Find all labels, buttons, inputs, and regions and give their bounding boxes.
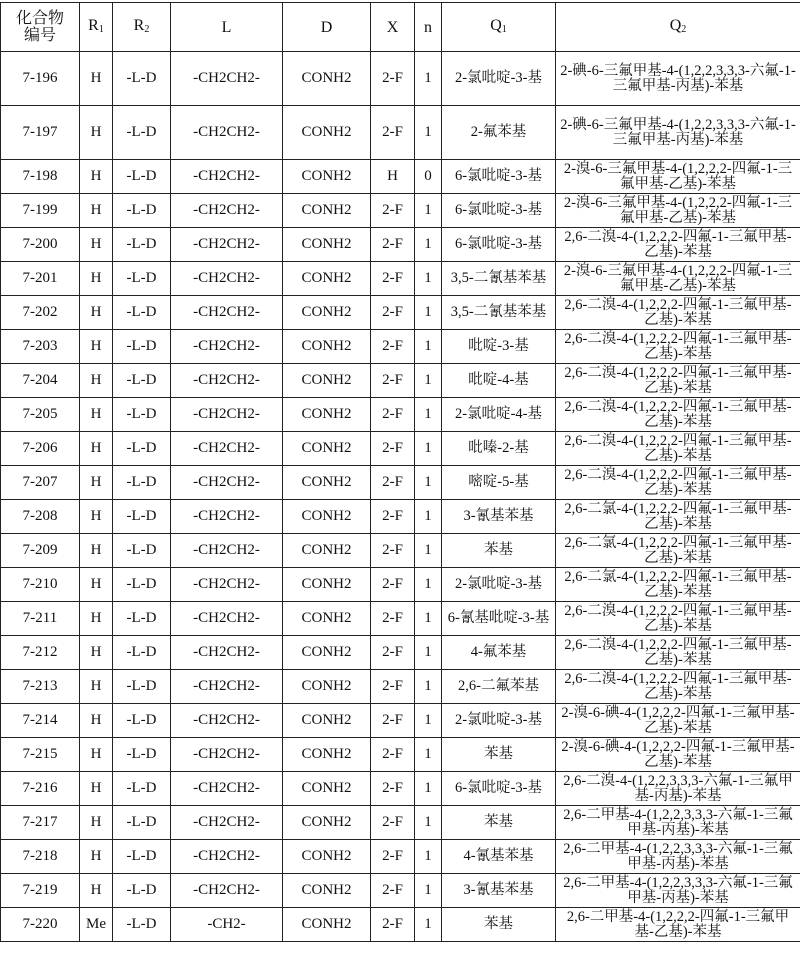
cell-n: 1 xyxy=(415,364,442,398)
cell-compound-id: 7-197 xyxy=(1,106,80,160)
cell-q2: 2-溴-6-碘-4-(1,2,2,2-四氟-1-三氟甲基-乙基)-苯基 xyxy=(556,738,800,772)
cell-d: CONH2 xyxy=(283,602,371,636)
cell-r2: -L-D xyxy=(113,52,171,106)
cell-q2: 2-溴-6-三氟甲基-4-(1,2,2,2-四氟-1-三氟甲基-乙基)-苯基 xyxy=(556,160,800,194)
cell-q2: 2,6-二氯-4-(1,2,2,2-四氟-1-三氟甲基-乙基)-苯基 xyxy=(556,500,800,534)
cell-l: -CH2CH2- xyxy=(171,194,283,228)
header-r1-label: R xyxy=(88,17,99,34)
cell-compound-id: 7-201 xyxy=(1,262,80,296)
cell-q1: 6-氯吡啶-3-基 xyxy=(442,772,556,806)
cell-q2: 2,6-二氯-4-(1,2,2,2-四氟-1-三氟甲基-乙基)-苯基 xyxy=(556,534,800,568)
table-row xyxy=(1,772,800,806)
cell-n: 1 xyxy=(415,330,442,364)
cell-q1: 6-氯吡啶-3-基 xyxy=(442,160,556,194)
cell-d: CONH2 xyxy=(283,466,371,500)
cell-d: CONH2 xyxy=(283,874,371,908)
cell-r2: -L-D xyxy=(113,398,171,432)
cell-l: -CH2CH2- xyxy=(171,398,283,432)
cell-x: 2-F xyxy=(371,534,415,568)
cell-q2: 2-碘-6-三氟甲基-4-(1,2,2,3,3,3-六氟-1-三氟甲基-丙基)-苯基 xyxy=(556,52,800,106)
cell-d: CONH2 xyxy=(283,840,371,874)
cell-r1: H xyxy=(80,704,113,738)
cell-l: -CH2CH2- xyxy=(171,330,283,364)
cell-l: -CH2CH2- xyxy=(171,772,283,806)
cell-r1: H xyxy=(80,500,113,534)
cell-compound-id: 7-198 xyxy=(1,160,80,194)
cell-q2: 2,6-二溴-4-(1,2,2,2-四氟-1-三氟甲基-乙基)-苯基 xyxy=(556,398,800,432)
cell-r1: H xyxy=(80,228,113,262)
cell-r2: -L-D xyxy=(113,106,171,160)
cell-q1: 吡嗪-2-基 xyxy=(442,432,556,466)
cell-r2: -L-D xyxy=(113,568,171,602)
cell-x: 2-F xyxy=(371,772,415,806)
header-compound-label: 化合物编号 xyxy=(16,10,64,44)
cell-r2: -L-D xyxy=(113,262,171,296)
cell-n: 1 xyxy=(415,194,442,228)
cell-q1: 嘧啶-5-基 xyxy=(442,466,556,500)
cell-x: 2-F xyxy=(371,466,415,500)
cell-n: 1 xyxy=(415,466,442,500)
cell-x: 2-F xyxy=(371,262,415,296)
cell-d: CONH2 xyxy=(283,364,371,398)
cell-x: 2-F xyxy=(371,52,415,106)
cell-l: -CH2CH2- xyxy=(171,704,283,738)
cell-l: -CH2CH2- xyxy=(171,534,283,568)
cell-x: 2-F xyxy=(371,398,415,432)
cell-x: 2-F xyxy=(371,636,415,670)
cell-q1: 苯基 xyxy=(442,738,556,772)
cell-l: -CH2CH2- xyxy=(171,874,283,908)
cell-r1: H xyxy=(80,466,113,500)
cell-r1: Me xyxy=(80,908,113,942)
table-row xyxy=(1,194,800,228)
cell-d: CONH2 xyxy=(283,262,371,296)
cell-x: 2-F xyxy=(371,106,415,160)
table-row xyxy=(1,262,800,296)
cell-l: -CH2- xyxy=(171,908,283,942)
table-row xyxy=(1,670,800,704)
cell-q2: 2-溴-6-三氟甲基-4-(1,2,2,2-四氟-1-三氟甲基-乙基)-苯基 xyxy=(556,194,800,228)
table-row xyxy=(1,908,800,942)
cell-r1: H xyxy=(80,398,113,432)
cell-d: CONH2 xyxy=(283,772,371,806)
cell-q1: 4-氟苯基 xyxy=(442,636,556,670)
cell-compound-id: 7-212 xyxy=(1,636,80,670)
cell-x: 2-F xyxy=(371,194,415,228)
cell-r1: H xyxy=(80,432,113,466)
cell-q1: 3-氰基苯基 xyxy=(442,500,556,534)
cell-d: CONH2 xyxy=(283,908,371,942)
cell-r2: -L-D xyxy=(113,432,171,466)
cell-d: CONH2 xyxy=(283,670,371,704)
cell-x: 2-F xyxy=(371,602,415,636)
cell-q1: 2-氟苯基 xyxy=(442,106,556,160)
cell-r2: -L-D xyxy=(113,160,171,194)
cell-r2: -L-D xyxy=(113,772,171,806)
cell-l: -CH2CH2- xyxy=(171,228,283,262)
cell-r2: -L-D xyxy=(113,908,171,942)
table-row xyxy=(1,534,800,568)
cell-q1: 苯基 xyxy=(442,806,556,840)
cell-x: 2-F xyxy=(371,364,415,398)
table-row xyxy=(1,432,800,466)
cell-d: CONH2 xyxy=(283,534,371,568)
header-q1 xyxy=(442,3,556,52)
cell-n: 0 xyxy=(415,160,442,194)
cell-n: 1 xyxy=(415,806,442,840)
cell-d: CONH2 xyxy=(283,296,371,330)
cell-r1: H xyxy=(80,262,113,296)
cell-x: 2-F xyxy=(371,670,415,704)
cell-q1: 6-氯吡啶-3-基 xyxy=(442,194,556,228)
cell-q2: 2-溴-6-碘-4-(1,2,2,2-四氟-1-三氟甲基-乙基)-苯基 xyxy=(556,704,800,738)
cell-d: CONH2 xyxy=(283,568,371,602)
table-row xyxy=(1,466,800,500)
header-q2-sub: 2 xyxy=(681,24,686,35)
cell-r2: -L-D xyxy=(113,330,171,364)
cell-d: CONH2 xyxy=(283,52,371,106)
table-row xyxy=(1,636,800,670)
cell-l: -CH2CH2- xyxy=(171,262,283,296)
cell-r2: -L-D xyxy=(113,466,171,500)
cell-compound-id: 7-215 xyxy=(1,738,80,772)
cell-d: CONH2 xyxy=(283,330,371,364)
cell-compound-id: 7-200 xyxy=(1,228,80,262)
cell-compound-id: 7-218 xyxy=(1,840,80,874)
cell-d: CONH2 xyxy=(283,636,371,670)
header-compound xyxy=(1,3,80,52)
cell-n: 1 xyxy=(415,602,442,636)
cell-q1: 吡啶-4-基 xyxy=(442,364,556,398)
cell-d: CONH2 xyxy=(283,106,371,160)
cell-x: H xyxy=(371,160,415,194)
table-row xyxy=(1,228,800,262)
header-q2 xyxy=(556,3,800,52)
cell-q1: 6-氰基吡啶-3-基 xyxy=(442,602,556,636)
cell-x: 2-F xyxy=(371,330,415,364)
cell-r1: H xyxy=(80,874,113,908)
cell-n: 1 xyxy=(415,52,442,106)
cell-q1: 2-氯吡啶-3-基 xyxy=(442,704,556,738)
compound-table xyxy=(0,2,800,942)
cell-q1: 2-氯吡啶-3-基 xyxy=(442,568,556,602)
cell-n: 1 xyxy=(415,908,442,942)
cell-d: CONH2 xyxy=(283,432,371,466)
cell-compound-id: 7-199 xyxy=(1,194,80,228)
cell-l: -CH2CH2- xyxy=(171,52,283,106)
cell-q2: 2,6-二溴-4-(1,2,2,2-四氟-1-三氟甲基-乙基)-苯基 xyxy=(556,466,800,500)
header-d: D xyxy=(283,3,371,52)
cell-q2: 2,6-二溴-4-(1,2,2,2-四氟-1-三氟甲基-乙基)-苯基 xyxy=(556,296,800,330)
cell-x: 2-F xyxy=(371,874,415,908)
cell-compound-id: 7-208 xyxy=(1,500,80,534)
cell-q2: 2-溴-6-三氟甲基-4-(1,2,2,2-四氟-1-三氟甲基-乙基)-苯基 xyxy=(556,262,800,296)
cell-q1: 3,5-二氰基苯基 xyxy=(442,262,556,296)
cell-n: 1 xyxy=(415,262,442,296)
cell-l: -CH2CH2- xyxy=(171,568,283,602)
cell-r1: H xyxy=(80,670,113,704)
cell-r1: H xyxy=(80,52,113,106)
cell-q2: 2,6-二甲基-4-(1,2,2,3,3,3-六氟-1-三氟甲基-丙基)-苯基 xyxy=(556,874,800,908)
cell-q1: 苯基 xyxy=(442,908,556,942)
cell-q2: 2,6-二溴-4-(1,2,2,2-四氟-1-三氟甲基-乙基)-苯基 xyxy=(556,330,800,364)
table-row xyxy=(1,568,800,602)
cell-l: -CH2CH2- xyxy=(171,806,283,840)
cell-l: -CH2CH2- xyxy=(171,364,283,398)
header-r2-sub: 2 xyxy=(144,24,149,35)
table-row xyxy=(1,840,800,874)
cell-l: -CH2CH2- xyxy=(171,432,283,466)
cell-x: 2-F xyxy=(371,806,415,840)
header-q1-label: Q xyxy=(490,17,502,34)
cell-r1: H xyxy=(80,106,113,160)
cell-d: CONH2 xyxy=(283,160,371,194)
cell-n: 1 xyxy=(415,398,442,432)
cell-r1: H xyxy=(80,364,113,398)
table-row xyxy=(1,296,800,330)
cell-n: 1 xyxy=(415,228,442,262)
cell-d: CONH2 xyxy=(283,500,371,534)
cell-q2: 2,6-二甲基-4-(1,2,2,2-四氟-1-三氟甲基-乙基)-苯基 xyxy=(556,908,800,942)
cell-l: -CH2CH2- xyxy=(171,670,283,704)
cell-compound-id: 7-213 xyxy=(1,670,80,704)
cell-l: -CH2CH2- xyxy=(171,840,283,874)
cell-x: 2-F xyxy=(371,568,415,602)
cell-compound-id: 7-196 xyxy=(1,52,80,106)
cell-compound-id: 7-207 xyxy=(1,466,80,500)
cell-r1: H xyxy=(80,840,113,874)
cell-q2: 2,6-二甲基-4-(1,2,2,3,3,3-六氟-1-三氟甲基-丙基)-苯基 xyxy=(556,840,800,874)
cell-r1: H xyxy=(80,296,113,330)
cell-q1: 4-氰基苯基 xyxy=(442,840,556,874)
cell-q2: 2-碘-6-三氟甲基-4-(1,2,2,3,3,3-六氟-1-三氟甲基-丙基)-苯基 xyxy=(556,106,800,160)
table-row xyxy=(1,364,800,398)
cell-compound-id: 7-214 xyxy=(1,704,80,738)
cell-d: CONH2 xyxy=(283,806,371,840)
cell-compound-id: 7-209 xyxy=(1,534,80,568)
cell-r1: H xyxy=(80,772,113,806)
cell-q2: 2,6-二溴-4-(1,2,2,3,3,3-六氟-1-三氟甲基-丙基)-苯基 xyxy=(556,772,800,806)
table-row xyxy=(1,704,800,738)
cell-compound-id: 7-202 xyxy=(1,296,80,330)
cell-q2: 2,6-二溴-4-(1,2,2,2-四氟-1-三氟甲基-乙基)-苯基 xyxy=(556,228,800,262)
header-r2 xyxy=(113,3,171,52)
cell-r2: -L-D xyxy=(113,738,171,772)
cell-l: -CH2CH2- xyxy=(171,296,283,330)
cell-compound-id: 7-203 xyxy=(1,330,80,364)
cell-r2: -L-D xyxy=(113,840,171,874)
table-row xyxy=(1,500,800,534)
header-q2-label: Q xyxy=(670,17,682,34)
cell-r1: H xyxy=(80,806,113,840)
cell-n: 1 xyxy=(415,636,442,670)
cell-compound-id: 7-216 xyxy=(1,772,80,806)
header-row xyxy=(1,3,800,52)
table-row xyxy=(1,330,800,364)
cell-q1: 苯基 xyxy=(442,534,556,568)
table-row xyxy=(1,52,800,106)
cell-l: -CH2CH2- xyxy=(171,160,283,194)
cell-x: 2-F xyxy=(371,738,415,772)
cell-r2: -L-D xyxy=(113,534,171,568)
cell-q2: 2,6-二甲基-4-(1,2,2,3,3,3-六氟-1-三氟甲基-丙基)-苯基 xyxy=(556,806,800,840)
cell-x: 2-F xyxy=(371,228,415,262)
cell-q1: 2-氯吡啶-3-基 xyxy=(442,52,556,106)
cell-r1: H xyxy=(80,602,113,636)
cell-r1: H xyxy=(80,330,113,364)
cell-compound-id: 7-204 xyxy=(1,364,80,398)
cell-r2: -L-D xyxy=(113,500,171,534)
cell-l: -CH2CH2- xyxy=(171,738,283,772)
cell-x: 2-F xyxy=(371,840,415,874)
cell-l: -CH2CH2- xyxy=(171,636,283,670)
cell-r2: -L-D xyxy=(113,670,171,704)
cell-l: -CH2CH2- xyxy=(171,500,283,534)
cell-q1: 吡啶-3-基 xyxy=(442,330,556,364)
cell-q1: 3-氰基苯基 xyxy=(442,874,556,908)
cell-n: 1 xyxy=(415,568,442,602)
cell-r2: -L-D xyxy=(113,364,171,398)
cell-x: 2-F xyxy=(371,704,415,738)
cell-q2: 2,6-二溴-4-(1,2,2,2-四氟-1-三氟甲基-乙基)-苯基 xyxy=(556,432,800,466)
header-n: n xyxy=(415,3,442,52)
table-row xyxy=(1,874,800,908)
header-r2-label: R xyxy=(134,17,145,34)
cell-x: 2-F xyxy=(371,500,415,534)
cell-compound-id: 7-205 xyxy=(1,398,80,432)
cell-n: 1 xyxy=(415,874,442,908)
cell-q2: 2,6-二溴-4-(1,2,2,2-四氟-1-三氟甲基-乙基)-苯基 xyxy=(556,364,800,398)
cell-d: CONH2 xyxy=(283,194,371,228)
cell-x: 2-F xyxy=(371,296,415,330)
cell-r1: H xyxy=(80,194,113,228)
header-x: X xyxy=(371,3,415,52)
cell-compound-id: 7-211 xyxy=(1,602,80,636)
cell-n: 1 xyxy=(415,500,442,534)
header-l: L xyxy=(171,3,283,52)
cell-d: CONH2 xyxy=(283,738,371,772)
cell-n: 1 xyxy=(415,106,442,160)
cell-r2: -L-D xyxy=(113,194,171,228)
cell-q1: 3,5-二氰基苯基 xyxy=(442,296,556,330)
cell-r2: -L-D xyxy=(113,296,171,330)
cell-r1: H xyxy=(80,738,113,772)
table-row xyxy=(1,160,800,194)
table-row xyxy=(1,602,800,636)
cell-r2: -L-D xyxy=(113,704,171,738)
table-row xyxy=(1,806,800,840)
cell-q2: 2,6-二氯-4-(1,2,2,2-四氟-1-三氟甲基-乙基)-苯基 xyxy=(556,568,800,602)
cell-r1: H xyxy=(80,160,113,194)
cell-q2: 2,6-二溴-4-(1,2,2,2-四氟-1-三氟甲基-乙基)-苯基 xyxy=(556,636,800,670)
cell-q1: 2-氯吡啶-4-基 xyxy=(442,398,556,432)
cell-n: 1 xyxy=(415,704,442,738)
cell-n: 1 xyxy=(415,296,442,330)
cell-r1: H xyxy=(80,636,113,670)
cell-q1: 2,6-二氟苯基 xyxy=(442,670,556,704)
cell-compound-id: 7-220 xyxy=(1,908,80,942)
cell-r2: -L-D xyxy=(113,874,171,908)
cell-d: CONH2 xyxy=(283,228,371,262)
cell-l: -CH2CH2- xyxy=(171,466,283,500)
cell-n: 1 xyxy=(415,840,442,874)
cell-d: CONH2 xyxy=(283,398,371,432)
cell-n: 1 xyxy=(415,738,442,772)
cell-q2: 2,6-二溴-4-(1,2,2,2-四氟-1-三氟甲基-乙基)-苯基 xyxy=(556,670,800,704)
cell-r2: -L-D xyxy=(113,228,171,262)
cell-compound-id: 7-210 xyxy=(1,568,80,602)
cell-x: 2-F xyxy=(371,432,415,466)
cell-r1: H xyxy=(80,534,113,568)
cell-n: 1 xyxy=(415,772,442,806)
cell-n: 1 xyxy=(415,432,442,466)
cell-l: -CH2CH2- xyxy=(171,106,283,160)
header-q1-sub: 1 xyxy=(502,24,507,35)
cell-compound-id: 7-206 xyxy=(1,432,80,466)
cell-n: 1 xyxy=(415,534,442,568)
cell-l: -CH2CH2- xyxy=(171,602,283,636)
cell-r2: -L-D xyxy=(113,602,171,636)
cell-r2: -L-D xyxy=(113,636,171,670)
cell-compound-id: 7-217 xyxy=(1,806,80,840)
header-r1 xyxy=(80,3,113,52)
cell-compound-id: 7-219 xyxy=(1,874,80,908)
cell-n: 1 xyxy=(415,670,442,704)
cell-q1: 6-氯吡啶-3-基 xyxy=(442,228,556,262)
header-r1-sub: 1 xyxy=(99,24,104,35)
table-row xyxy=(1,738,800,772)
table-row xyxy=(1,398,800,432)
cell-r1: H xyxy=(80,568,113,602)
cell-q2: 2,6-二溴-4-(1,2,2,2-四氟-1-三氟甲基-乙基)-苯基 xyxy=(556,602,800,636)
cell-d: CONH2 xyxy=(283,704,371,738)
cell-r2: -L-D xyxy=(113,806,171,840)
cell-x: 2-F xyxy=(371,908,415,942)
table-row xyxy=(1,106,800,160)
